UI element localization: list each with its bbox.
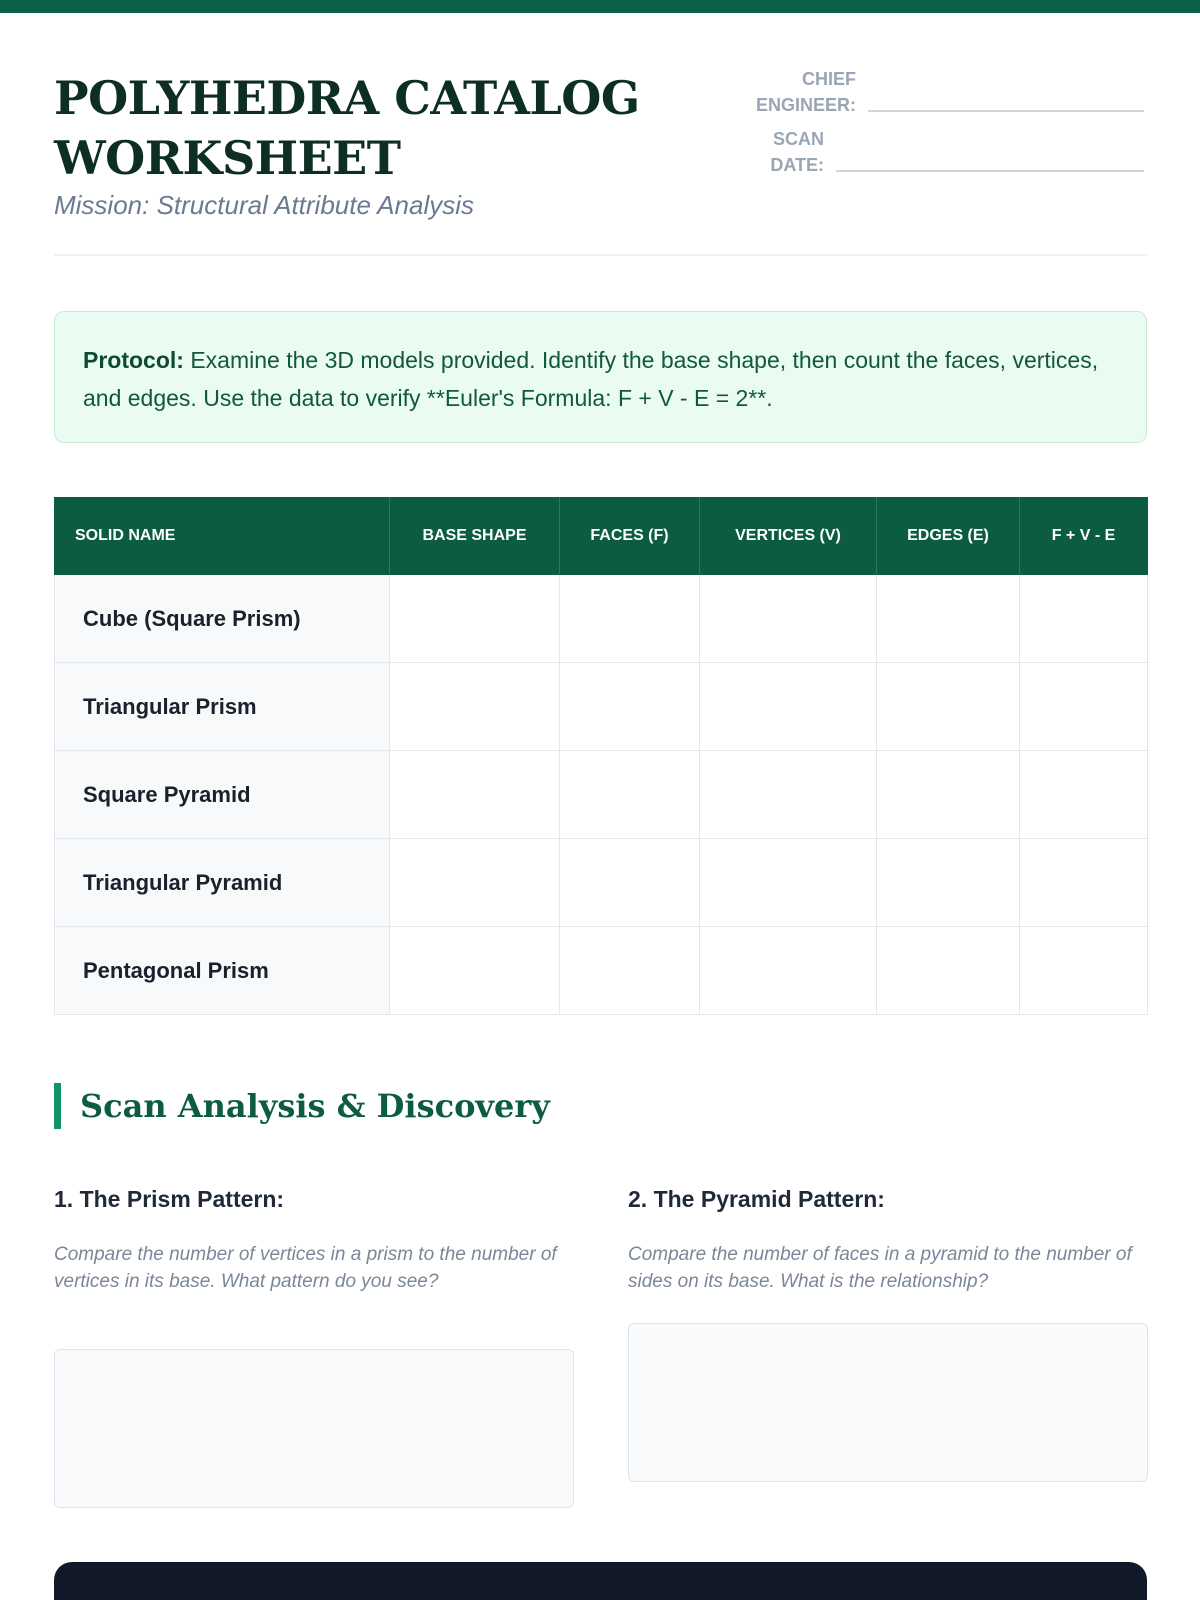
euler-cell[interactable] — [1020, 927, 1148, 1015]
pyramid-pattern-prompt: Compare the number of faces in a pyramid to the number of sides on its base. What is the relationship? — [628, 1244, 1132, 1292]
scan-date-field — [730, 126, 1144, 178]
base-shape-cell[interactable] — [390, 663, 560, 751]
section-accent-bar — [54, 1083, 61, 1129]
pyramid-pattern-heading: 2. The Pyramid Pattern: — [628, 1186, 885, 1212]
solid-name-cell: Triangular Prism — [55, 663, 390, 751]
faces-cell[interactable] — [560, 575, 700, 663]
vertices-cell[interactable] — [700, 927, 877, 1015]
prism-pattern-heading: 1. The Prism Pattern: — [54, 1186, 285, 1212]
euler-cell[interactable] — [1020, 663, 1148, 751]
vertices-cell[interactable] — [700, 575, 877, 663]
protocol-label: Protocol: — [83, 347, 184, 373]
prism-pattern-answer-box[interactable] — [54, 1349, 574, 1508]
faces-cell[interactable] — [560, 839, 700, 927]
top-accent-bar — [0, 0, 1200, 13]
footer-panel — [54, 1562, 1147, 1600]
analysis-section-title: Scan Analysis & Discovery — [80, 1087, 550, 1125]
vertices-cell[interactable] — [700, 839, 877, 927]
solid-name-cell: Cube (Square Prism) — [55, 575, 390, 663]
column-header-faces: FACES (F) — [560, 498, 700, 575]
faces-cell[interactable] — [560, 751, 700, 839]
column-header-solid-name: SOLID NAME — [55, 498, 390, 575]
vertices-cell[interactable] — [700, 663, 877, 751]
base-shape-cell[interactable] — [390, 839, 560, 927]
base-shape-cell[interactable] — [390, 575, 560, 663]
protocol-box — [54, 311, 1147, 443]
column-header-edges: EDGES (E) — [877, 498, 1020, 575]
euler-cell[interactable] — [1020, 751, 1148, 839]
column-header-vertices: VERTICES (V) — [700, 498, 877, 575]
worksheet-title — [54, 68, 674, 188]
vertices-cell[interactable] — [700, 751, 877, 839]
title-line-2: WORKSHEET — [54, 131, 401, 185]
polyhedra-table — [54, 497, 1148, 1015]
table-row — [55, 663, 1148, 751]
prism-pattern-prompt: Compare the number of vertices in a prism to the number of vertices in its base. What pattern do you see? — [54, 1244, 557, 1292]
euler-cell[interactable] — [1020, 575, 1148, 663]
table-row — [55, 927, 1148, 1015]
protocol-text: Examine the 3D models provided. Identify the base shape, then count the faces, vertices, and edges. Use the data to verify **Euler's Formula: F + V - E = 2**. — [83, 347, 1099, 411]
chief-engineer-label-line-1: CHIEF — [802, 69, 856, 89]
edges-cell[interactable] — [877, 575, 1020, 663]
scan-date-label-line-2: DATE: — [770, 155, 824, 175]
pyramid-pattern-answer-box[interactable] — [628, 1323, 1148, 1482]
euler-cell[interactable] — [1020, 839, 1148, 927]
edges-cell[interactable] — [877, 839, 1020, 927]
edges-cell[interactable] — [877, 927, 1020, 1015]
base-shape-cell[interactable] — [390, 751, 560, 839]
mission-subtitle: Mission: Structural Attribute Analysis — [54, 190, 474, 220]
column-header-base-shape: BASE SHAPE — [390, 498, 560, 575]
column-header-euler-check: F + V - E — [1020, 498, 1148, 575]
scan-date-label — [730, 126, 824, 178]
chief-engineer-field — [730, 66, 1144, 118]
title-line-1: POLYHEDRA CATALOG — [54, 71, 640, 125]
chief-engineer-label-line-2: ENGINEER: — [755, 95, 856, 115]
table-row — [55, 839, 1148, 927]
chief-engineer-input-line[interactable] — [868, 110, 1144, 112]
faces-cell[interactable] — [560, 663, 700, 751]
table-row — [55, 751, 1148, 839]
solid-name-cell: Triangular Pyramid — [55, 839, 390, 927]
solid-name-cell: Pentagonal Prism — [55, 927, 390, 1015]
chief-engineer-label — [730, 66, 856, 118]
edges-cell[interactable] — [877, 663, 1020, 751]
scan-date-input-line[interactable] — [836, 170, 1144, 172]
faces-cell[interactable] — [560, 927, 700, 1015]
base-shape-cell[interactable] — [390, 927, 560, 1015]
scan-date-label-line-1: SCAN — [772, 129, 824, 149]
solid-name-cell: Square Pyramid — [55, 751, 390, 839]
table-row — [55, 575, 1148, 663]
header-divider — [54, 254, 1147, 256]
edges-cell[interactable] — [877, 751, 1020, 839]
table-header-row — [55, 498, 1148, 575]
